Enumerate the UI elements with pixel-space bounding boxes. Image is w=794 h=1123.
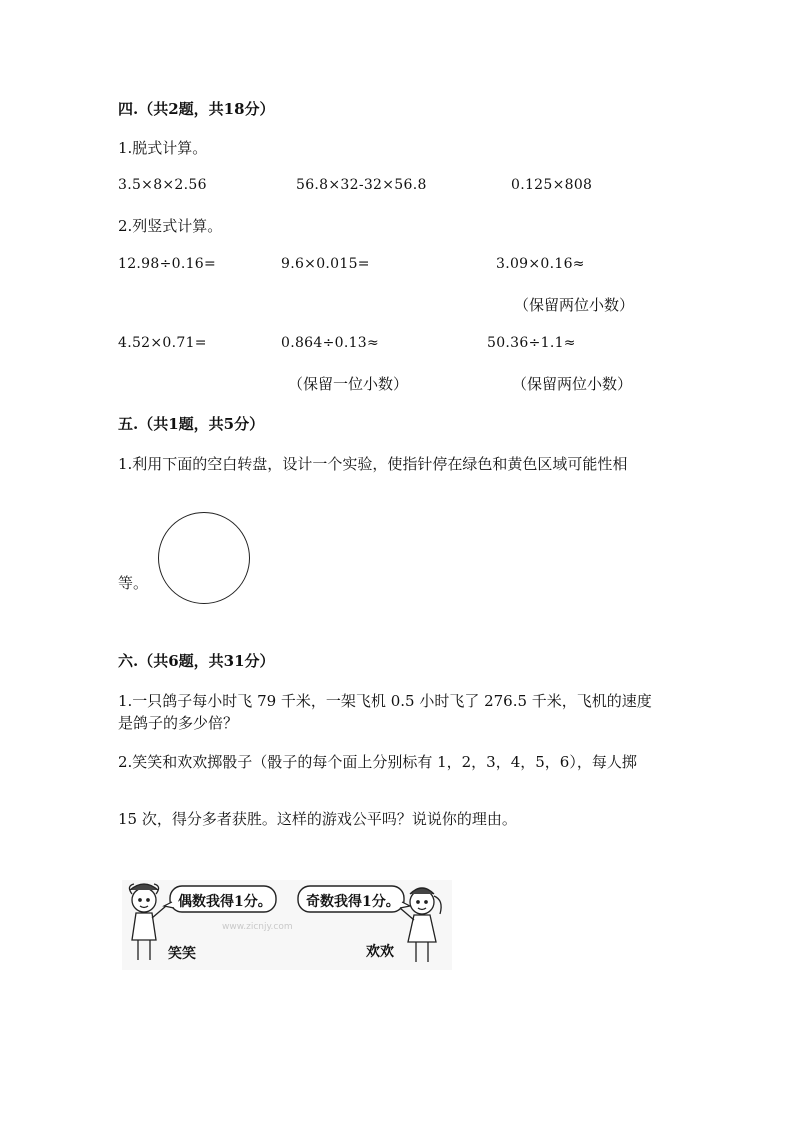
- section-5-title: 五.（共1题，共5分）: [118, 415, 265, 433]
- question-6-2-line2: 15 次，得分多者获胜。这样的游戏公平吗？说说你的理由。: [118, 810, 517, 828]
- expression-4-2-d: 4.52×0.71=: [118, 335, 207, 351]
- expression-4-2-f: 50.36÷1.1≈: [487, 335, 576, 351]
- rounding-note-c: （保留两位小数）: [514, 296, 635, 314]
- bubble-text-right: 奇数我得1分。: [306, 894, 400, 910]
- watermark-text: www.zicnjy.com: [222, 922, 293, 932]
- name-label-huanhuan: 欢欢: [366, 944, 394, 960]
- dice-game-illustration: [122, 880, 452, 970]
- expression-4-2-a: 12.98÷0.16=: [118, 256, 217, 272]
- question-5-1-line1: 1.利用下面的空白转盘，设计一个实验，使指针停在绿色和黄色区域可能性相: [118, 455, 628, 473]
- expression-4-1-b: 56.8×32-32×56.8: [296, 177, 427, 193]
- expression-4-1-a: 3.5×8×2.56: [118, 177, 207, 193]
- section-4-title: 四.（共2题，共18分）: [118, 100, 275, 118]
- expression-4-2-c: 3.09×0.16≈: [496, 256, 585, 272]
- expression-4-2-e: 0.864÷0.13≈: [281, 335, 380, 351]
- question-4-2-label: 2.列竖式计算。: [118, 217, 223, 235]
- question-6-1-line2: 是鸽子的多少倍？: [118, 714, 239, 732]
- section-6-title: 六.（共6题，共31分）: [118, 652, 275, 670]
- question-6-1-line1: 1.一只鸽子每小时飞 79 千米，一架飞机 0.5 小时飞了 276.5 千米，飞机的速度: [118, 692, 652, 710]
- question-6-2-line1: 2.笑笑和欢欢掷骰子（骰子的每个面上分别标有 1，2，3，4，5，6），每人掷: [118, 753, 637, 771]
- expression-4-1-c: 0.125×808: [511, 177, 593, 193]
- bubble-text-left: 偶数我得1分。: [178, 894, 272, 910]
- blank-spinner-circle: [158, 512, 250, 604]
- name-label-xiaoxiao: 笑笑: [168, 946, 196, 962]
- rounding-note-e: （保留一位小数）: [288, 375, 409, 393]
- question-4-1-label: 1.脱式计算。: [118, 139, 208, 157]
- question-5-1-line2: 等。: [118, 574, 149, 592]
- expression-4-2-b: 9.6×0.015=: [281, 256, 370, 272]
- rounding-note-f: （保留两位小数）: [512, 375, 633, 393]
